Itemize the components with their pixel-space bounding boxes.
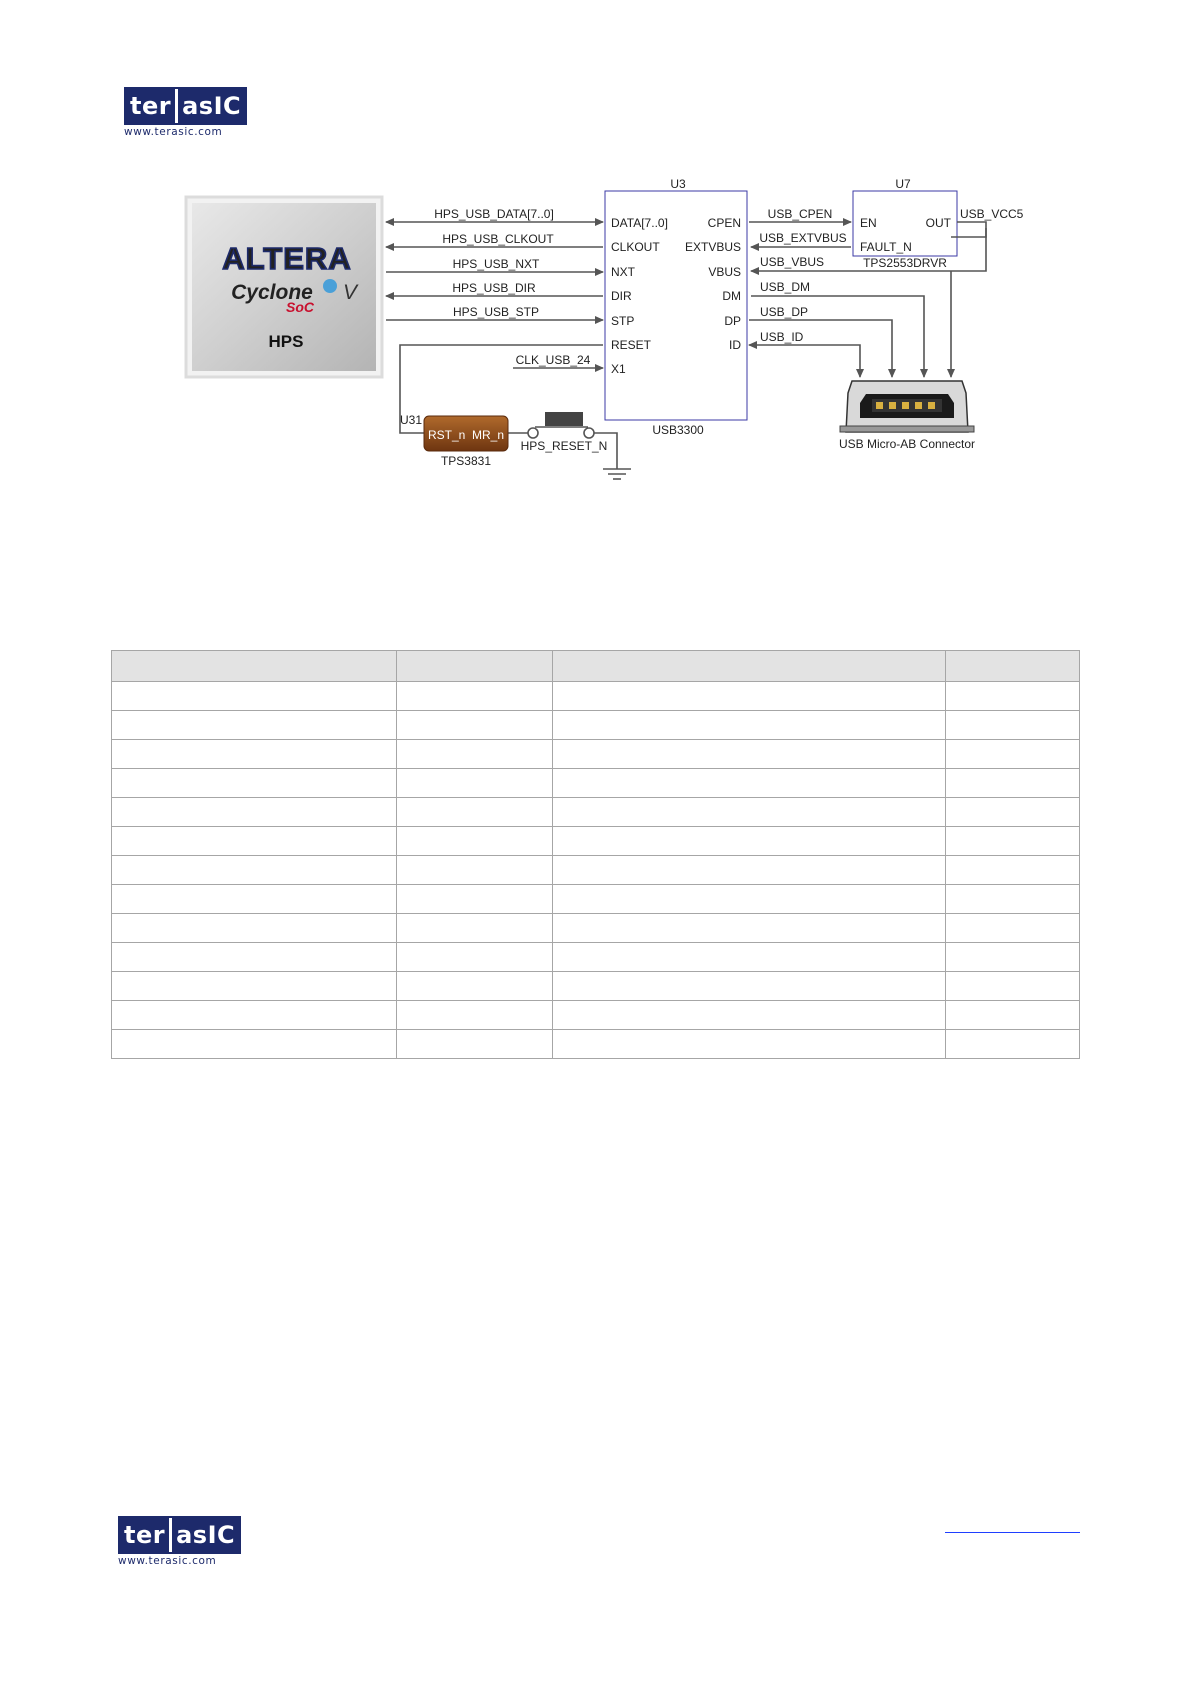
- table-cell: [397, 1030, 553, 1059]
- usb-vbus-label: USB_VBUS: [760, 255, 825, 269]
- logo-word-left: ter: [130, 92, 172, 120]
- table-cell: [553, 682, 946, 711]
- table-cell: [112, 943, 397, 972]
- usb-block-diagram: [0, 170, 1192, 500]
- cyclone-family: Cyclone: [231, 281, 313, 304]
- table-cell: [112, 682, 397, 711]
- logo-word-right: asIC: [182, 92, 242, 120]
- table-cell: [946, 827, 1080, 856]
- table-cell: [553, 914, 946, 943]
- terasic-logo-top: [124, 87, 247, 138]
- u7-pin-fault: FAULT_N: [860, 240, 912, 254]
- table-cell: [112, 856, 397, 885]
- table-row: [112, 914, 1080, 943]
- table-cell: [553, 1030, 946, 1059]
- table-cell: [397, 682, 553, 711]
- table-cell: [397, 856, 553, 885]
- table-cell: [112, 711, 397, 740]
- table-row: [112, 885, 1080, 914]
- usb-id-label: USB_ID: [760, 330, 804, 344]
- table-cell: [553, 856, 946, 885]
- pin-assignment-table: [111, 650, 1080, 1059]
- reset-button-icon: [528, 412, 594, 438]
- table-cell: [112, 1001, 397, 1030]
- table-cell: [112, 885, 397, 914]
- table-row: [112, 740, 1080, 769]
- table-row: [112, 972, 1080, 1001]
- logo-wordmark: [124, 87, 247, 125]
- table-cell: [553, 1001, 946, 1030]
- u3-pin-dp: DP: [724, 314, 741, 328]
- table-cell: [397, 972, 553, 1001]
- usb-micro-ab-connector-icon: [840, 381, 974, 432]
- u3-pin-reset: RESET: [611, 338, 652, 352]
- u7-pin-en: EN: [860, 216, 877, 230]
- table-cell: [397, 943, 553, 972]
- u3-pin-x1: X1: [611, 362, 626, 376]
- footer-link-underline[interactable]: [945, 1532, 1080, 1533]
- table-cell: [397, 914, 553, 943]
- u3-pin-dm: DM: [722, 289, 741, 303]
- usb-vcc5-label: USB_VCC5: [960, 207, 1024, 221]
- table-header-cell: [397, 651, 553, 682]
- footer-logo-wordmark: [118, 1516, 241, 1554]
- table-cell: [112, 740, 397, 769]
- u7-power-switch: [853, 177, 957, 270]
- hps-label: HPS: [268, 332, 304, 351]
- table-cell: [112, 827, 397, 856]
- tps3831-reset-ic: [424, 416, 508, 451]
- cyclone-suffix: V: [343, 281, 358, 304]
- table-row: [112, 711, 1080, 740]
- table-cell: [946, 798, 1080, 827]
- u7-ref: U7: [895, 177, 911, 191]
- u31-pin-mr: MR_n: [471, 428, 504, 442]
- u3-pin-dir: DIR: [611, 289, 632, 303]
- table-cell: [553, 827, 946, 856]
- table-row: [112, 682, 1080, 711]
- table-cell: [397, 711, 553, 740]
- table-cell: [112, 769, 397, 798]
- table-row: [112, 1030, 1080, 1059]
- table-cell: [112, 914, 397, 943]
- table-header-cell: [946, 651, 1080, 682]
- u3-pin-id: ID: [729, 338, 741, 352]
- table-cell: [946, 769, 1080, 798]
- table-cell: [112, 972, 397, 1001]
- u7-part: TPS2553DRVR: [863, 256, 947, 270]
- table-row: [112, 827, 1080, 856]
- table-header-cell: [553, 651, 946, 682]
- table-cell: [946, 711, 1080, 740]
- table-header-row: [112, 651, 1080, 682]
- u3-pin-cpen: CPEN: [707, 216, 741, 230]
- u3-pin-data: DATA[7..0]: [611, 216, 668, 230]
- table-cell: [946, 1001, 1080, 1030]
- table-cell: [553, 943, 946, 972]
- cyclone-swirl-icon: [323, 279, 337, 293]
- table-cell: [946, 856, 1080, 885]
- table-row: [112, 943, 1080, 972]
- u3-pin-extvbus: EXTVBUS: [684, 240, 741, 254]
- table-cell: [397, 827, 553, 856]
- table-cell: [112, 1030, 397, 1059]
- table-cell: [397, 798, 553, 827]
- table-cell: [946, 740, 1080, 769]
- table-cell: [553, 769, 946, 798]
- hps-usb-clkout-label: HPS_USB_CLKOUT: [442, 232, 554, 246]
- hps-chip: [186, 197, 382, 377]
- u31-ref: U31: [400, 413, 423, 427]
- table-row: [112, 856, 1080, 885]
- footer-logo-word-left: ter: [124, 1521, 166, 1549]
- table-cell: [397, 769, 553, 798]
- table-cell: [553, 740, 946, 769]
- reset-ic-part: TPS3831: [440, 454, 492, 468]
- u3-ref: U3: [670, 177, 686, 191]
- usb-dm-label: USB_DM: [760, 280, 811, 294]
- usb-dp-label: USB_DP: [760, 305, 809, 319]
- clk-usb-24-label: CLK_USB_24: [515, 353, 591, 367]
- table-row: [112, 769, 1080, 798]
- hps-usb-stp-label: HPS_USB_STP: [452, 305, 540, 319]
- table-cell: [112, 798, 397, 827]
- footer-logo-url: www.terasic.com: [118, 1555, 217, 1567]
- soc-variant: SoC: [286, 299, 314, 315]
- logo-url: www.terasic.com: [124, 126, 223, 138]
- table-cell: [946, 914, 1080, 943]
- u3-part: USB3300: [652, 423, 704, 437]
- table-cell: [946, 885, 1080, 914]
- table-cell: [553, 972, 946, 1001]
- button-label: HPS_RESET_N: [520, 439, 608, 453]
- u3-usb3300: [605, 177, 747, 437]
- usb-cpen-label: USB_CPEN: [767, 207, 833, 221]
- hps-usb-dir-label: HPS_USB_DIR: [452, 281, 536, 295]
- u3-pin-stp: STP: [611, 314, 635, 328]
- u3-pin-clkout: CLKOUT: [611, 240, 660, 254]
- altera-brand: ALTERA: [222, 241, 352, 276]
- table-cell: [946, 943, 1080, 972]
- table-header-cell: [112, 651, 397, 682]
- connector-label: USB Micro-AB Connector: [838, 437, 976, 451]
- table-cell: [397, 1001, 553, 1030]
- table-row: [112, 798, 1080, 827]
- table-cell: [553, 711, 946, 740]
- table-cell: [397, 740, 553, 769]
- u31-pin-rst: RST_n: [428, 428, 466, 442]
- table-cell: [946, 682, 1080, 711]
- table-cell: [946, 972, 1080, 1001]
- u3-pin-nxt: NXT: [611, 265, 635, 279]
- hps-usb-data-label: HPS_USB_DATA[7..0]: [434, 207, 554, 221]
- table-cell: [553, 798, 946, 827]
- table-cell: [553, 885, 946, 914]
- terasic-logo-footer: [118, 1516, 241, 1567]
- u3-pin-vbus: VBUS: [708, 265, 741, 279]
- table-cell: [397, 885, 553, 914]
- table-cell: [946, 1030, 1080, 1059]
- hps-usb-nxt-label: HPS_USB_NXT: [452, 257, 540, 271]
- u7-pin-out: OUT: [925, 216, 951, 230]
- footer-logo-word-right: asIC: [176, 1521, 236, 1549]
- table-row: [112, 1001, 1080, 1030]
- usb-extvbus-label: USB_EXTVBUS: [759, 231, 847, 245]
